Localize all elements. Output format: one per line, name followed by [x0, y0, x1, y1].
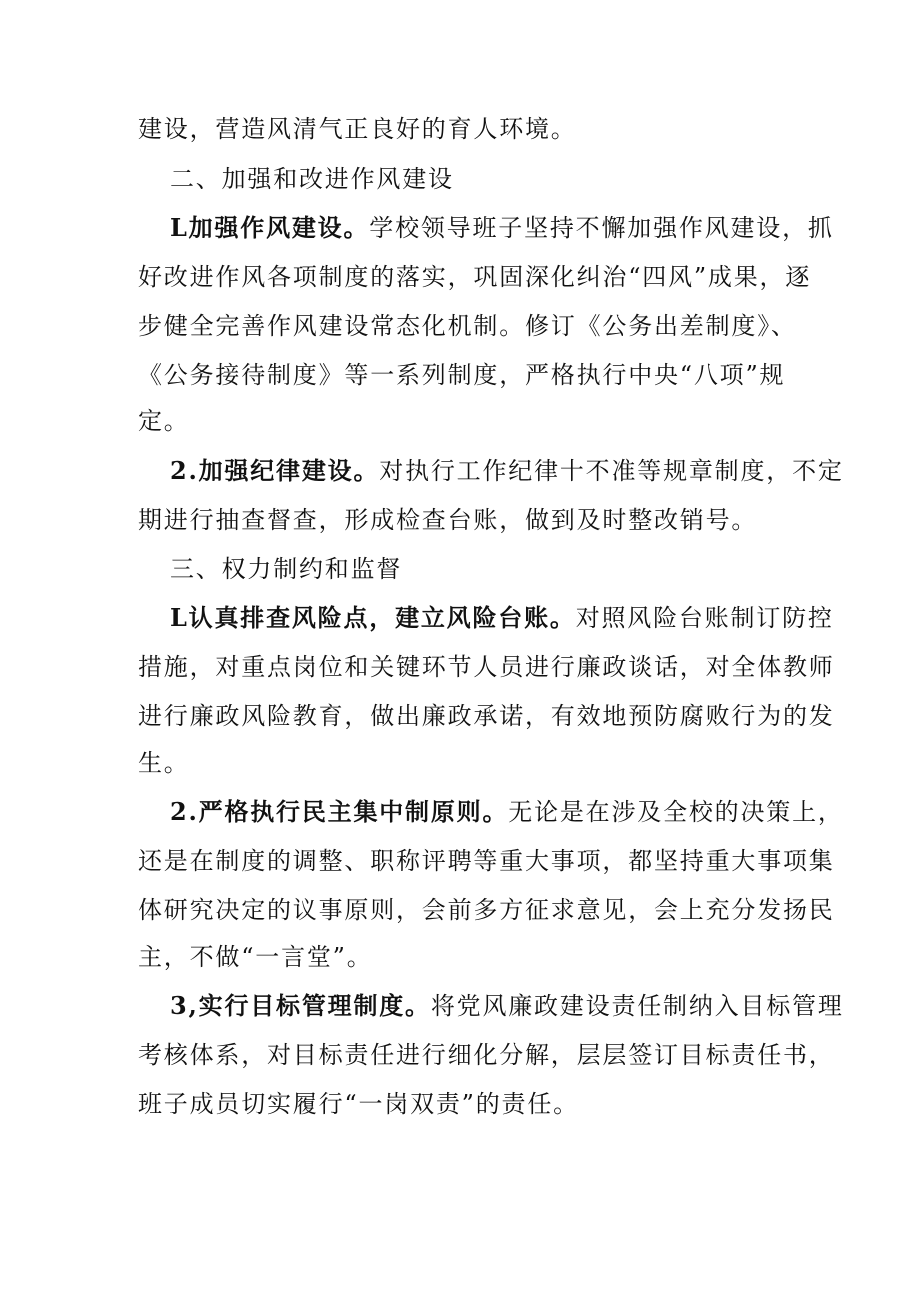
paragraph-lead: 3,实行目标管理制度。 — [170, 991, 431, 1020]
text-line: 考核体系，对目标责任进行细化分解，层层签订目标责任书， — [138, 1041, 835, 1069]
text-line: 步健全完善作风建设常态化机制。修订《公务出差制度》、 — [138, 312, 797, 340]
text-line: 《公务接待制度》等一系列制度，严格执行中央“八项”规 — [138, 361, 786, 389]
paragraph-start: 2.严格执行民主集中制原则。无论是在涉及全校的决策上， — [170, 797, 844, 826]
text-line: 还是在制度的调整、职称评聘等重大事项，都坚持重大事项集 — [138, 847, 835, 875]
text-line: 主，不做“一言堂”。 — [138, 943, 373, 971]
text-line: 班子成员切实履行“一岗双责”的责任。 — [138, 1090, 579, 1118]
paragraph-start: L认真排查风险点，建立风险台账。对照风险台账制订防控 — [170, 603, 834, 632]
text-line: 建设，营造风清气正良好的育人环境。 — [138, 115, 577, 143]
text-line: 体研究决定的议事原则，会前多方征求意见，会上充分发扬民 — [138, 896, 835, 924]
text-line: 进行廉政风险教育，做出廉政承诺，有效地预防腐败行为的发 — [138, 702, 835, 730]
paragraph-start: L加强作风建设。学校领导班子坚持不懈加强作风建设，抓 — [170, 213, 834, 242]
text-line: 期进行抽查督查，形成检查台账，做到及时整改销号。 — [138, 506, 758, 534]
text-line: 定。 — [138, 407, 190, 435]
paragraph-start: 2.加强纪律建设。对执行工作纪律十不准等规章制度，不定 — [170, 456, 844, 485]
text-line: 措施，对重点岗位和关键环节人员进行廉政谈话，对全体教师 — [138, 653, 835, 681]
section-heading: 三、权力制约和监督 — [170, 555, 403, 583]
paragraph-lead: 2.加强纪律建设。 — [170, 456, 380, 485]
paragraph-start: 3,实行目标管理制度。将党风廉政建设责任制纳入目标管理 — [170, 991, 844, 1020]
paragraph-lead: L加强作风建设。 — [170, 213, 370, 242]
paragraph-lead: 2.严格执行民主集中制原则。 — [170, 797, 509, 826]
text-line: 生。 — [138, 749, 190, 777]
text-line: 好改进作风各项制度的落实，巩固深化纠治“四风”成果，逐 — [138, 263, 812, 291]
section-heading: 二、加强和改进作风建设 — [170, 165, 454, 193]
paragraph-lead: L认真排查风险点，建立风险台账。 — [170, 603, 576, 632]
